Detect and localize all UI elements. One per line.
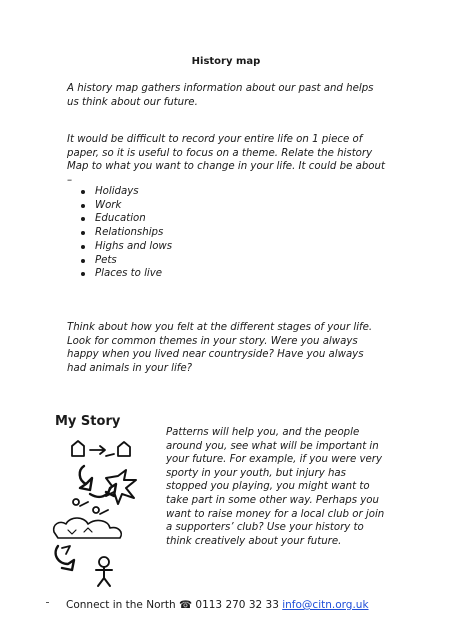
theme-paragraph: It would be difficult to record your entire life on 1 piece of paper, so it is useful to focus on a theme. Relate the history Map to what you want to change in your life. It could be about – [67,134,385,186]
history-map-illustration [44,436,162,588]
theme-item-work: Work [78,199,172,213]
theme-item-relationships: Relationships [78,226,172,240]
footer-org: Connect in the North [66,599,176,611]
person-icon [99,557,109,567]
house-icon [72,441,84,456]
footer [66,599,369,611]
theme-item-highs-lows: Highs and lows [78,240,172,254]
reflection-paragraph: Think about how you felt at the different stages of your life. Look for common themes in your story. Were you always happy when you lived near countryside? Have you always had animals in your life? [67,322,373,374]
telephone-icon: ☎ [178,599,193,611]
theme-item-education: Education [78,212,172,226]
star-burst-icon [106,470,136,504]
house-icon-2 [118,442,130,456]
theme-item-holidays: Holidays [78,185,172,199]
people-icon [80,466,92,490]
theme-list [78,185,172,281]
theme-item-pets: Pets [78,254,172,268]
footer-phone: 0113 270 32 33 [195,599,279,611]
divider-mark [46,602,49,603]
my-story-heading: My Story [55,414,121,429]
page-title: History map [191,56,261,67]
patterns-paragraph: Patterns will help you, and the people around you, see what will be important in your future. For example, if you were very sporty in your youth, but injury has stopped you playing, you might want to take part in some other way. Perhaps you want to raise money for a local club or join a supporters’ club? Use your history to think creatively about your future. [166,427,385,547]
intro-paragraph: A history map gathers information about our past and helps us think about our future. [67,83,374,108]
footer-email-link[interactable]: info@citn.org.uk [282,599,369,611]
arrow-down-icon [56,546,74,570]
arrow-right-icon [90,446,105,454]
theme-item-places: Places to live [78,267,172,281]
